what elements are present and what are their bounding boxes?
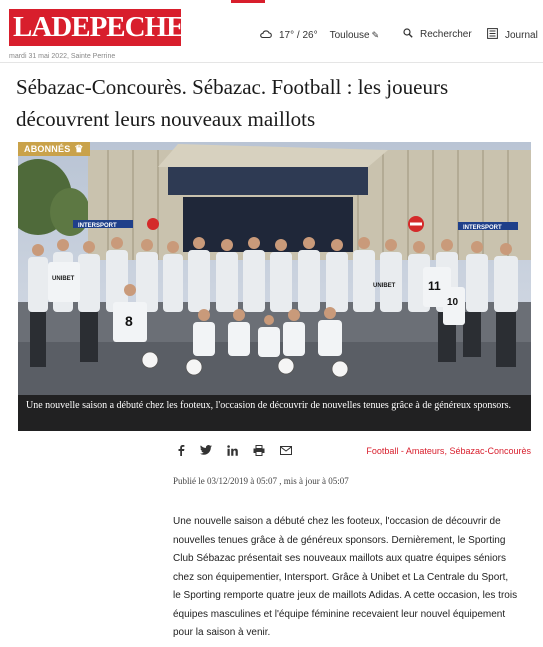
date-line: mardi 31 mai 2022, Sainte Perrine	[9, 53, 116, 60]
logo-fr: fr	[194, 14, 213, 41]
store-sign-right: INTERSPORT	[463, 225, 502, 231]
photo-caption: Une nouvelle saison a débuté chez les footeux, l'occasion de découvrir de nouvelles tenues grâce à de généreux sponsors.	[18, 395, 531, 431]
tag-separator: ,	[444, 446, 450, 456]
facebook-icon[interactable]	[177, 444, 185, 459]
shirt-number-2: 11	[428, 279, 441, 293]
search-label: Rechercher	[420, 29, 472, 40]
cloud-moon-icon	[259, 28, 272, 42]
badge-label: ABONNÉS	[24, 144, 71, 154]
search-icon	[403, 28, 413, 41]
journal-button[interactable]	[487, 28, 538, 42]
jersey-sponsor-right: UNIBET	[373, 283, 396, 289]
active-indicator	[231, 0, 265, 3]
tag-sebazac-concoures[interactable]: Sébazac-Concourès	[449, 446, 531, 456]
article-photo[interactable]	[18, 142, 531, 431]
article-body: Une nouvelle saison a débuté chez les footeux, l'occasion de découvrir de nouvelles tenues grâce à de généreux sponsors. Dernièrement, le Sporting Club Sébazac présentait ses nouveaux maillots aux quatre équipes séniors chez son équipementier, Intersport. Grâce à Unibet et La Centrale du Sport, le Sporting remporte quatre jeux de maillots Adidas. A cette occasion, les trois équipes masculines et l'équipe féminine recevaient leur nouvel équipement pour la saison à venir.	[173, 516, 518, 638]
journal-label: Journal	[505, 29, 538, 41]
weather-widget[interactable]	[259, 28, 379, 42]
newspaper-icon	[487, 28, 498, 42]
mail-icon[interactable]	[280, 446, 292, 458]
crown-icon: ♛	[74, 143, 84, 155]
weather-temp: 17° / 26°	[279, 29, 318, 41]
shirt-number-1: 8	[125, 313, 133, 329]
print-icon[interactable]	[253, 445, 265, 459]
jersey-sponsor-left: UNIBET	[52, 276, 75, 282]
header-divider	[0, 62, 543, 63]
pencil-icon[interactable]: ✎	[371, 29, 380, 40]
linkedin-icon[interactable]	[227, 445, 238, 459]
publish-date: Publié le 03/12/2019 à 05:07 , mis à jour à 05:07	[173, 476, 349, 486]
twitter-icon[interactable]	[200, 445, 212, 458]
store-sign-left: INTERSPORT	[78, 223, 117, 229]
article-tags	[366, 446, 531, 456]
article-title: Sébazac-Concourès. Sébazac. Football : les joueurs découvrent leurs nouveaux maillots	[16, 75, 449, 131]
logo-text: LADEPECHE	[13, 11, 185, 43]
shirt-number-3: 10	[447, 297, 459, 308]
share-bar	[177, 444, 307, 459]
search-button[interactable]	[403, 28, 472, 41]
tag-football-amateurs[interactable]: Football - Amateurs	[366, 446, 445, 456]
logo-dot: .	[187, 11, 195, 43]
weather-city: Toulouse	[329, 29, 370, 41]
site-logo[interactable]	[9, 9, 213, 46]
subscriber-badge	[18, 142, 90, 156]
